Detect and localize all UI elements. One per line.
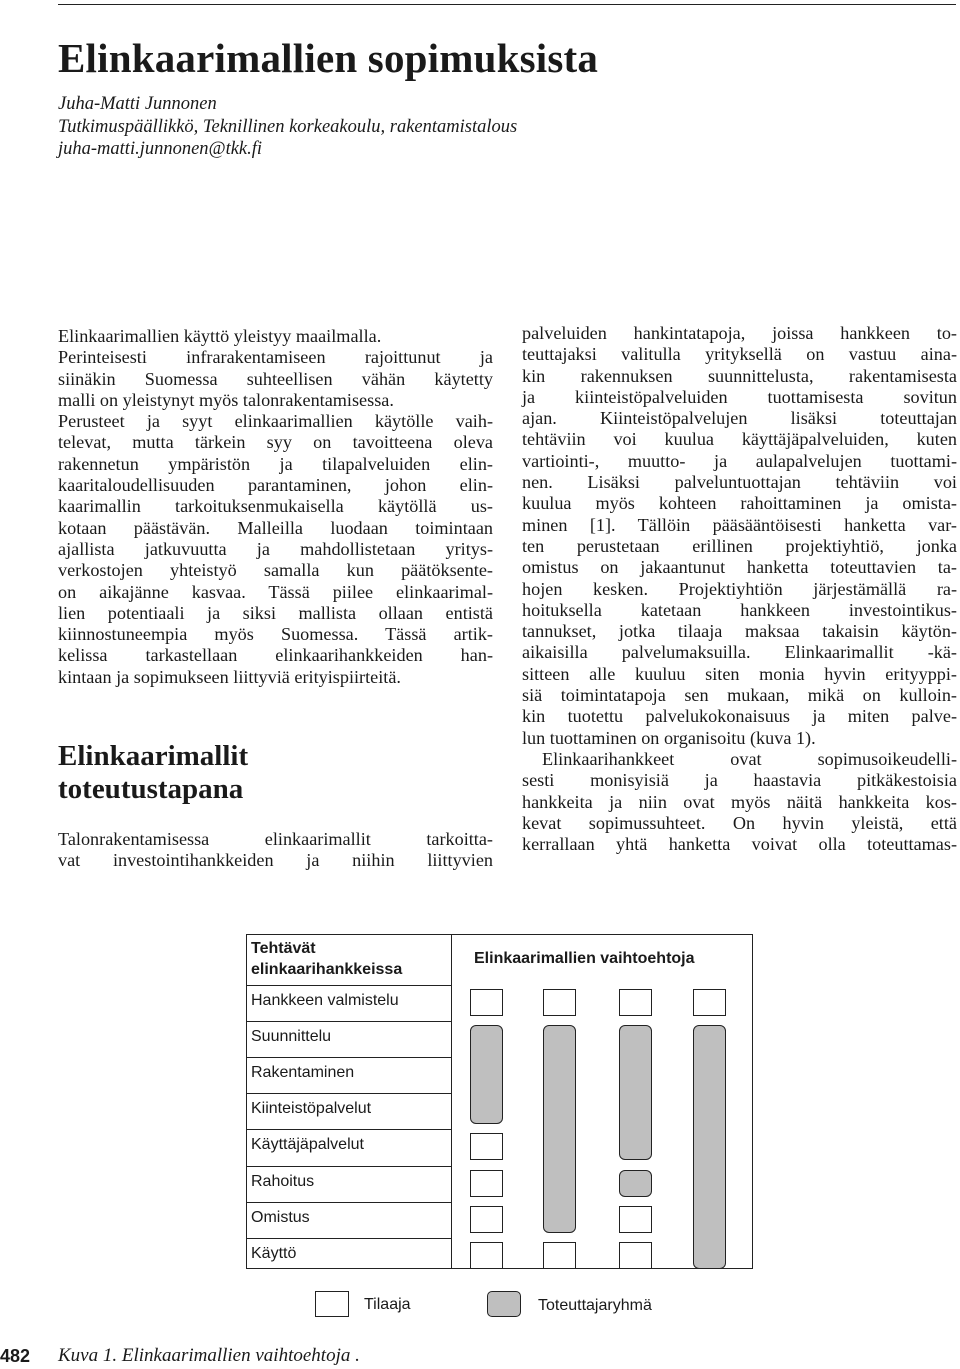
abstract-line: kelissa tarkastellaan elinkaarihankkeiden han- xyxy=(58,645,493,666)
body-line: teuttajaksi valitulla yrityksellä on vastuu aina- xyxy=(522,344,957,365)
client-cell xyxy=(470,989,503,1016)
body-line: minen [1]. Tällöin pääsääntöisesti hanketta var- xyxy=(522,514,957,535)
body-line: kevat sopimussuhteet. On hyvin yleistä, että xyxy=(522,812,957,833)
abstract-line: Elinkaarimallien käyttö yleistyy maailmalla. xyxy=(58,326,382,346)
body-line: kuulua myös kohteen rahoittaminen ja omista- xyxy=(522,493,957,514)
lifecycle-alternatives-figure xyxy=(246,934,753,1269)
legend-group-label: Toteuttajaryhmä xyxy=(538,1297,652,1314)
client-cell xyxy=(470,1242,503,1269)
body-line: Elinkaarihankkeet ovat sopimusoikeudelli- xyxy=(542,748,957,769)
body-line: ja kiinteistöpalveluiden tuottamisesta sovitun xyxy=(522,386,957,407)
section-heading-line: Elinkaarimallit xyxy=(58,740,249,773)
task-row-divider xyxy=(247,1057,451,1058)
task-label: Hankkeen valmistelu xyxy=(251,992,399,1009)
body-line: ten perustetaan erillinen projektiyhtiö, jonka xyxy=(522,535,957,556)
task-row-divider xyxy=(247,1166,451,1167)
section-heading-line: toteutustapana xyxy=(58,773,244,806)
page-number: 482 xyxy=(0,1346,31,1366)
client-cell xyxy=(543,1242,576,1269)
body-line: vartiointi-, muutto- ja aulapalvelujen tuottami- xyxy=(522,450,957,471)
abstract-line: kaarimallin tarkoituksenmukaisella käytöllä us- xyxy=(58,496,493,517)
body-line: nen. Lisäksi palveluntuottajan tehtäviin voi xyxy=(522,472,957,493)
abstract-line: Perusteet ja syyt elinkaarimallien käytölle vaih- xyxy=(58,411,493,432)
task-row-divider xyxy=(247,1202,451,1203)
client-cell xyxy=(619,1206,652,1233)
task-label: Suunnittelu xyxy=(251,1028,332,1046)
body-line: kin tuotettu palvelukokonaisuus ja miten palve- xyxy=(522,706,957,727)
article-title: Elinkaarimallien sopimuksista xyxy=(58,35,599,81)
abstract-line: televat, mutta tärkein syy on tavoitteena oleva xyxy=(58,432,493,453)
body-line: siä toimintatapoja sen mukaan, mikä on kulloin- xyxy=(522,685,957,706)
client-cell xyxy=(470,1133,503,1160)
task-label: Käyttäjäpalvelut xyxy=(251,1136,364,1154)
author-email: juha-matti.junnonen@tkk.fi xyxy=(58,139,263,159)
body-line: palveluiden hankintatapoja, joissa hankkeen to- xyxy=(522,323,957,343)
abstract-line: kotaan päästävän. Malleilla luodaan toimintaan xyxy=(58,517,493,538)
body-line: tannukset, jotka tilaaja maksaa takaisin käytön- xyxy=(522,621,957,642)
implementer-group-cell xyxy=(619,1025,652,1160)
task-label: Rakentaminen xyxy=(251,1064,355,1082)
client-cell xyxy=(470,1206,503,1233)
body-line: omistus on jakaantunut hanketta toteuttavien ta- xyxy=(522,557,957,578)
task-label: Käyttö xyxy=(251,1244,297,1262)
client-cell xyxy=(693,989,726,1016)
task-label: Kiinteistöpalvelut xyxy=(251,1100,372,1118)
body-line: vat investointihankkeiden ja niihin liittyvien xyxy=(58,850,493,871)
top-rule xyxy=(58,4,956,5)
abstract-line: kiinnostuneempia myös Suomessa. Tässä artik- xyxy=(58,624,493,645)
figure-caption: Kuva 1. Elinkaarimallien vaihtoehtoja . xyxy=(58,1345,360,1366)
abstract-line: verkostojen yhteistyö samalla kun päätöksente- xyxy=(58,560,493,581)
abstract-line: kaaritaloudellisuuden parantaminen, johon elin- xyxy=(58,475,493,496)
abstract-line: ajallista jatkuvuutta ja mahdollistetaan yritys- xyxy=(58,538,493,559)
author-block xyxy=(58,93,517,161)
body-line: tehtäviin voi kuulua käyttäjäpalveluiden, kuten xyxy=(522,429,957,450)
body-line: aikaisilla palvelumaksuilla. Elinkaarimallit -kä- xyxy=(522,642,957,663)
body-line: kerrallaan yhtä hanketta voivat olla toteuttamas- xyxy=(522,834,957,855)
body-paragraph xyxy=(58,829,493,872)
implementer-group-cell xyxy=(693,1025,726,1269)
abstract-line: lien potentiaali ja siksi mallista ollaan entistä xyxy=(58,602,493,623)
task-label: Omistus xyxy=(251,1208,310,1226)
abstract-line: malli on yleistynyt myös talonrakentamisessa. xyxy=(58,389,394,410)
implementer-group-cell xyxy=(619,1170,652,1197)
left-column xyxy=(58,326,493,872)
client-cell xyxy=(470,1170,503,1197)
implementer-group-cell xyxy=(470,1025,503,1124)
client-cell xyxy=(619,989,652,1016)
task-row-divider xyxy=(247,985,451,986)
body-line: kin rakennuksen suunnittelusta, rakentamisesta xyxy=(522,365,957,386)
client-cell xyxy=(543,989,576,1016)
abstract-line: siinäkin Suomessa suhteellisen vähän käytetty xyxy=(58,368,493,389)
implementer-group-cell xyxy=(543,1025,576,1233)
body-paragraph xyxy=(522,323,957,749)
legend-client-label: Tilaaja xyxy=(364,1296,411,1313)
body-line: lun tuottaminen on organisoitu (kuva 1). xyxy=(522,727,816,748)
task-row-divider xyxy=(247,1021,451,1022)
body-line: hojen kesken. Projektiyhtiön järjestämällä ra- xyxy=(522,578,957,599)
section-heading xyxy=(58,740,493,806)
body-line: sitteen alle kuuluu siten monia hyvin erityyppi- xyxy=(522,663,957,684)
task-row-divider xyxy=(247,1238,451,1239)
author-name: Juha-Matti Junnonen xyxy=(58,94,217,114)
abstract-line: on aikajänne kasvaa. Tässä piilee elinkaarimal- xyxy=(58,581,493,602)
right-column xyxy=(522,323,957,855)
body-line: sesti monisyisiä ja haastavia pitkäkestoisia xyxy=(522,770,957,791)
body-line: Talonrakentamisessa elinkaarimallit tarkoitta- xyxy=(58,829,493,850)
task-label: Rahoitus xyxy=(251,1172,315,1190)
tasks-header: Tehtävät elinkaarihankkeissa xyxy=(251,940,403,978)
body-paragraph xyxy=(522,749,957,855)
body-line: ajan. Kiinteistöpalvelujen lisäksi toteuttajan xyxy=(522,408,957,429)
author-position: Tutkimuspäällikkö, Teknillinen korkeakoulu, rakentamistalous xyxy=(58,116,518,137)
body-line: hoituksella katetaan hankkeen investointikus- xyxy=(522,599,957,620)
abstract-line: kintaan ja sopimukseen liittyviä erityispiirteitä. xyxy=(58,666,401,687)
legend-client-swatch xyxy=(315,1291,349,1317)
abstract xyxy=(58,326,493,688)
client-cell xyxy=(619,1242,652,1269)
abstract-line: Perinteisesti infrarakentamiseen rajoittunut ja xyxy=(58,347,493,368)
body-line: hankkeita ja niin ovat myös näitä hankkeita kos- xyxy=(522,791,957,812)
task-row-divider xyxy=(247,1129,451,1130)
task-row-divider xyxy=(247,1093,451,1094)
alternatives-header: Elinkaarimallien vaihtoehtoja xyxy=(474,950,695,967)
abstract-line: rakennetun ympäristön ja tilapalveluiden elin- xyxy=(58,453,493,474)
tasks-column xyxy=(247,935,452,1268)
legend-group-swatch xyxy=(487,1291,521,1317)
